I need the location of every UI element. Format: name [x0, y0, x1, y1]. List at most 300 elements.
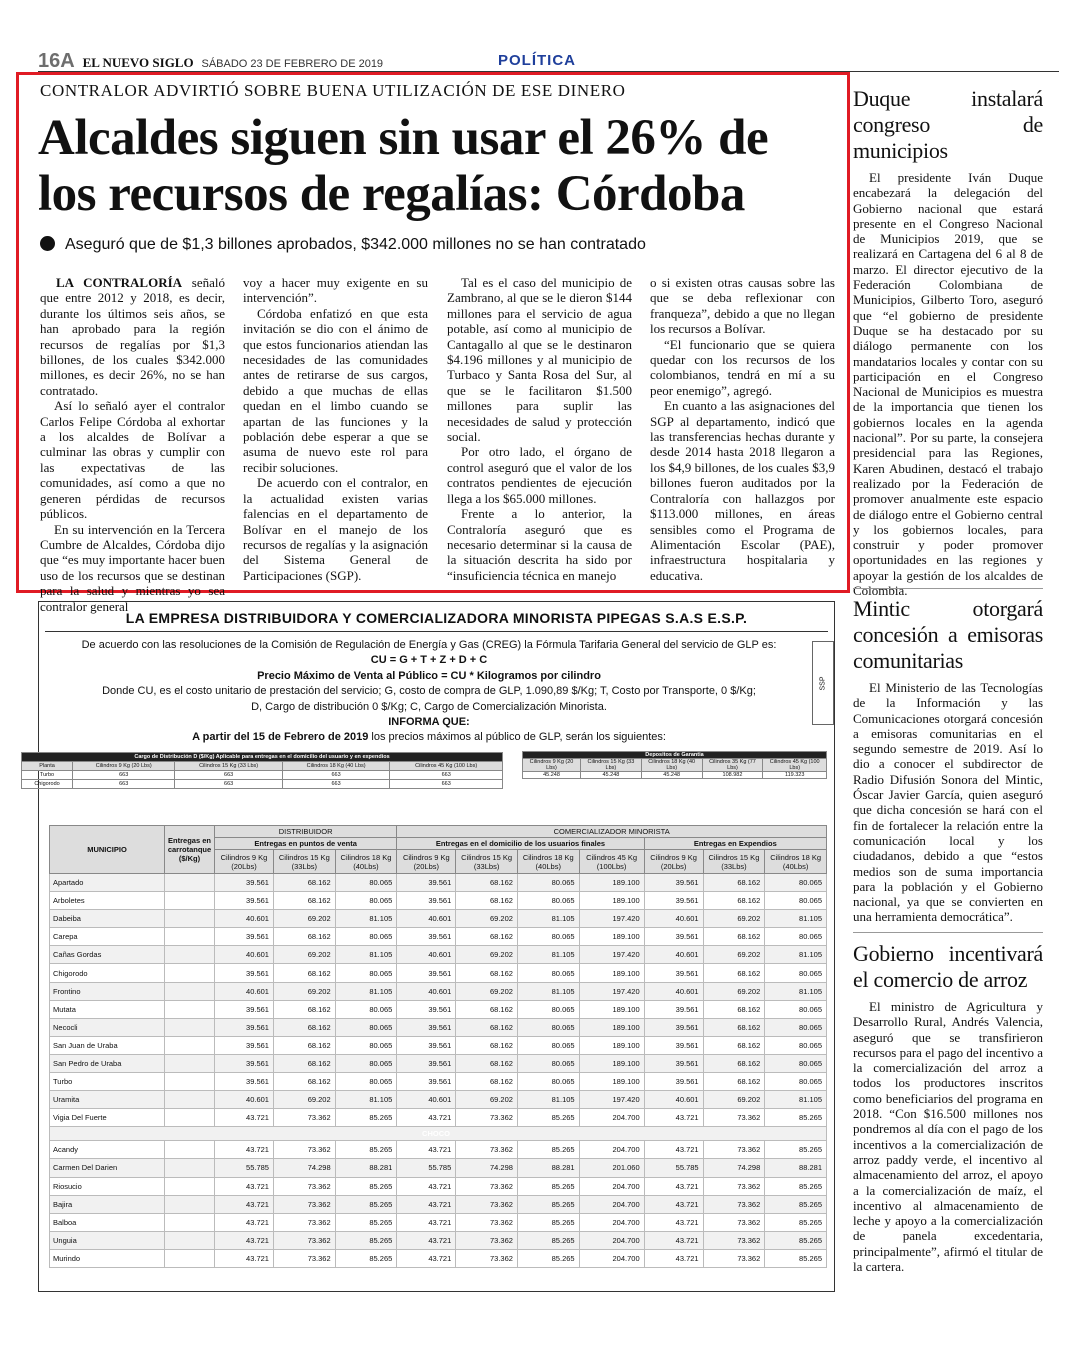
price-cell: 68.162	[456, 1000, 518, 1018]
table-row	[50, 874, 827, 892]
carrotanque-cell	[165, 1018, 215, 1036]
price-cell: 39.561	[215, 874, 274, 892]
region-label: CHOCO	[50, 1127, 827, 1141]
carrotanque-cell	[165, 1109, 215, 1127]
carrotanque-cell	[165, 1054, 215, 1072]
col-header: Cilindros 18 Kg (40Lbs)	[517, 850, 579, 874]
price-cell: 73.362	[703, 1195, 765, 1213]
price-cell: 39.561	[644, 1073, 703, 1091]
carrotanque-cell	[165, 1000, 215, 1018]
municipio-header: MUNICIPIO	[50, 826, 165, 874]
price-cell: 39.561	[397, 964, 456, 982]
price-cell: 85.265	[765, 1231, 827, 1249]
price-cell: 43.721	[397, 1231, 456, 1249]
price-cell: 68.162	[456, 1018, 518, 1036]
brief-title: Duque instalará congreso de municipios	[853, 86, 1043, 163]
municipio-name: Mutata	[50, 1000, 165, 1018]
paragraph: Frente a lo anterior, la Contraloría aseguró que es necesario determinar si la causa de la situación descrita ha sido por “insuficiencia técnica en manejo	[447, 506, 632, 583]
price-cell: 80.065	[335, 1018, 397, 1036]
price-cell: 81.105	[517, 982, 579, 1000]
paragraph: “El funcionario que se quiera quedar con los recursos de los colombianos, tendrá en mí a su peor enemigo”, agregó.	[650, 336, 835, 398]
table-row	[50, 1177, 827, 1195]
price-cell: 68.162	[273, 874, 335, 892]
article-lead: LA CONTRALORÍA	[56, 275, 183, 290]
paragraph: Córdoba enfatizó en que esta invitación se dio con el ánimo de que estos funcionarios atiendan las necesidades de las comunidades antes de retirarse de sus cargos, debido a que muchas de ellas quedan en el limbo cuando se apartan de las funciones y la población debe esperar a que se asuma de nuevo este rol para recibir soluciones.	[243, 305, 428, 475]
table-row: 45.248 45.248 45.248 108.982 119.323	[523, 772, 827, 779]
price-cell: 43.721	[397, 1195, 456, 1213]
municipio-name: Apartado	[50, 874, 165, 892]
col-header: Cilindros 45 Kg (100Lbs)	[579, 850, 644, 874]
price-cell: 73.362	[703, 1141, 765, 1159]
price-cell: 40.601	[644, 1091, 703, 1109]
price-cell: 43.721	[215, 1249, 274, 1267]
price-cell: 80.065	[335, 964, 397, 982]
notice-formula: CU = G + T + Z + D + C	[370, 654, 488, 667]
price-cell: 80.065	[335, 1036, 397, 1054]
col-header: Cilindros 15 Kg (33Lbs)	[456, 850, 518, 874]
price-cell: 39.561	[215, 928, 274, 946]
carrotanque-cell	[165, 1231, 215, 1249]
price-cell: 73.362	[703, 1109, 765, 1127]
brief-mintic	[853, 596, 1043, 925]
col-header: Cilindros 45 Kg (100 Lbs)	[390, 762, 503, 771]
table-title: Cargo de Distribución D ($/Kg) Aplicable para entregas en el domicilio del usuario y en expendios	[22, 753, 503, 762]
price-cell: 68.162	[703, 928, 765, 946]
price-cell: 43.721	[644, 1213, 703, 1231]
price-cell: 39.561	[644, 1018, 703, 1036]
carrotanque-cell	[165, 928, 215, 946]
article-subhead	[40, 236, 646, 254]
price-cell: 80.065	[517, 1036, 579, 1054]
table-row	[50, 964, 827, 982]
price-cell: 69.202	[456, 946, 518, 964]
price-cell: 68.162	[456, 1073, 518, 1091]
price-cell: 189.100	[579, 928, 644, 946]
carrotanque-cell	[165, 1091, 215, 1109]
col-header: Planta	[22, 762, 73, 771]
price-cell: 189.100	[579, 874, 644, 892]
price-cell: 69.202	[273, 910, 335, 928]
table-row	[50, 1000, 827, 1018]
price-cell: 73.362	[273, 1249, 335, 1267]
carrotanque-cell	[165, 1159, 215, 1177]
notice-price-formula: Precio Máximo de Venta al Público = CU * Kilogramos por cilindro	[257, 669, 601, 682]
brief-body: El ministro de Agricultura y Desarrollo Rural, Andrés Valencia, aseguró que se transfirieron recursos para el pago del incentivo a la comercialización del arroz a todos los productores inscritos como beneficiarios del programa en 2018. “Con $16.500 millones nos pondremos al día con el pago de los incentivos a la comercialización de arroz paddy verde, el incentivo al almacenamiento del arroz, el apoyo a la comercialización de maíz, el incentivo al almacenamiento de leche y apoyo a la comercialización de panela excedentaria, principalmente”, afirmó el titular de la cartera.	[853, 999, 1043, 1275]
price-cell: 80.065	[335, 874, 397, 892]
price-cell: 68.162	[703, 1000, 765, 1018]
price-cell: 73.362	[273, 1195, 335, 1213]
col-header: Cilindros 18 Kg (40 Lbs)	[641, 759, 702, 772]
col-header: Cilindros 9 Kg (20 Lbs)	[523, 759, 581, 772]
price-cell: 73.362	[703, 1213, 765, 1231]
price-cell: 43.721	[215, 1231, 274, 1249]
col-header: Cilindros 9 Kg (20Lbs)	[644, 850, 703, 874]
price-cell: 43.721	[644, 1231, 703, 1249]
price-cell: 68.162	[703, 964, 765, 982]
price-cell: 80.065	[765, 874, 827, 892]
notice-line: D, Cargo de distribución 0 $/Kg; C, Cargo de Comercialización Minorista.	[251, 700, 607, 713]
ssp-stamp: SSP	[812, 641, 834, 725]
table-row	[50, 1213, 827, 1231]
municipio-name: Uramita	[50, 1091, 165, 1109]
price-cell: 40.601	[215, 946, 274, 964]
municipio-name: Dabeiba	[50, 910, 165, 928]
table-row	[50, 910, 827, 928]
municipio-name: Frontino	[50, 982, 165, 1000]
price-cell: 68.162	[703, 1054, 765, 1072]
price-cell: 39.561	[397, 1018, 456, 1036]
table-row	[50, 1036, 827, 1054]
notice-effective: A partir del 15 de Febrero de 2019 los precios máximos al público de GLP, serán los siguientes:	[192, 731, 666, 744]
price-cell: 43.721	[644, 1249, 703, 1267]
price-cell: 204.700	[579, 1109, 644, 1127]
price-cell: 69.202	[273, 1091, 335, 1109]
price-cell: 80.065	[335, 1000, 397, 1018]
municipio-name: Chigorodo	[50, 964, 165, 982]
col-header: Cilindros 9 Kg (20 Lbs)	[73, 762, 175, 771]
col-header: Cilindros 45 Kg (100 Lbs)	[763, 759, 827, 772]
paragraph: voy a hacer muy exigente en su intervención”.	[243, 275, 428, 306]
col-header: Cilindros 15 Kg (33Lbs)	[703, 850, 765, 874]
price-cell: 204.700	[579, 1141, 644, 1159]
table-row	[50, 1141, 827, 1159]
price-cell: 80.065	[335, 892, 397, 910]
price-cell: 68.162	[273, 892, 335, 910]
price-cell: 73.362	[456, 1109, 518, 1127]
notice-line: Donde CU, es el costo unitario de prestación del servicio; G, costo de compra de GLP, 1.090,89 $/Kg; T, Costo por Transporte, 0 $/Kg;	[102, 685, 756, 698]
price-table	[49, 825, 827, 1268]
price-cell: 73.362	[703, 1177, 765, 1195]
price-cell: 39.561	[644, 964, 703, 982]
price-cell: 69.202	[456, 1091, 518, 1109]
price-cell: 80.065	[335, 1054, 397, 1072]
paragraph: Tal es el caso del municipio de Zambrano, al que se le dieron $144 millones para el servicio de agua potable, así como al municipio de Cantagallo al que se le destinaron $4.196 millones y al municipio de Turbaco y Santa Rosa del Sur, al que se le facilitaron $1.500 millones para suplir las necesidades de salud y protección social.	[447, 275, 632, 445]
price-cell: 43.721	[215, 1141, 274, 1159]
price-cell: 74.298	[456, 1159, 518, 1177]
price-cell: 43.721	[397, 1141, 456, 1159]
expendios-header: Entregas en Expendios	[644, 838, 826, 850]
municipio-name: Carepa	[50, 928, 165, 946]
price-cell: 201.060	[579, 1159, 644, 1177]
price-cell: 73.362	[703, 1249, 765, 1267]
price-cell: 68.162	[273, 1073, 335, 1091]
price-cell: 74.298	[703, 1159, 765, 1177]
price-cell: 80.065	[765, 1000, 827, 1018]
region-band	[50, 1127, 827, 1141]
municipio-name: Murindo	[50, 1249, 165, 1267]
price-cell: 81.105	[765, 946, 827, 964]
price-cell: 189.100	[579, 964, 644, 982]
price-cell: 85.265	[765, 1141, 827, 1159]
price-cell: 39.561	[397, 1000, 456, 1018]
price-cell: 80.065	[517, 1073, 579, 1091]
distribuidor-header: DISTRIBUIDOR	[215, 826, 397, 838]
price-cell: 73.362	[273, 1177, 335, 1195]
price-cell: 81.105	[517, 910, 579, 928]
price-cell: 88.281	[765, 1159, 827, 1177]
carrotanque-cell	[165, 1177, 215, 1195]
price-cell: 73.362	[456, 1141, 518, 1159]
price-cell: 39.561	[397, 928, 456, 946]
col-header: Cilindros 9 Kg (20Lbs)	[397, 850, 456, 874]
price-cell: 81.105	[335, 982, 397, 1000]
carrotanque-cell	[165, 1249, 215, 1267]
municipio-name: Arboletes	[50, 892, 165, 910]
table-row: Chigorodo 663 663 663 663	[22, 780, 503, 789]
brief-duque	[853, 86, 1043, 598]
price-cell: 43.721	[644, 1109, 703, 1127]
price-cell: 43.721	[215, 1213, 274, 1231]
municipio-name: Turbo	[50, 1073, 165, 1091]
price-cell: 68.162	[703, 1036, 765, 1054]
brief-body: El Ministerio de las Tecnologías de la Información y las Comunicaciones otorgará concesión a emisoras comunitarias en el segundo semestre de 2019. Así lo dio a conocer el subdirector de Radio Difusión Sonora del Mintic, Óscar Javier García, quien aseguró que dicha concesión se hará con el fin de fortalecer la relación entre la comunicación local y los ciudadanos, debido a que “estos medios son de suma importancia para la población y el Gobierno nacional, ya que se convierten en una herramienta democrática”.	[853, 680, 1043, 925]
price-cell: 39.561	[644, 892, 703, 910]
table-row	[50, 928, 827, 946]
price-cell: 40.601	[397, 946, 456, 964]
price-cell: 85.265	[517, 1177, 579, 1195]
price-cell: 85.265	[335, 1195, 397, 1213]
subhead-text: Aseguró que de $1,3 billones aprobados, $342.000 millones no se han contratado	[65, 236, 646, 253]
price-cell: 68.162	[456, 964, 518, 982]
price-cell: 73.362	[456, 1249, 518, 1267]
price-cell: 197.420	[579, 982, 644, 1000]
price-cell: 80.065	[517, 1018, 579, 1036]
price-cell: 43.721	[397, 1249, 456, 1267]
table-row	[50, 1231, 827, 1249]
price-cell: 40.601	[644, 946, 703, 964]
price-cell: 80.065	[765, 892, 827, 910]
price-cell: 80.065	[335, 1073, 397, 1091]
price-cell: 43.721	[215, 1195, 274, 1213]
price-cell: 189.100	[579, 1054, 644, 1072]
price-cell: 85.265	[335, 1141, 397, 1159]
carrotanque-header: Entregas en carrotanque ($/Kg)	[165, 826, 215, 874]
pipegas-notice	[34, 601, 835, 1292]
price-cell: 73.362	[273, 1109, 335, 1127]
price-cell: 80.065	[765, 964, 827, 982]
price-cell: 39.561	[644, 1036, 703, 1054]
domicilio-header: Entregas en el domicilio de los usuarios finales	[397, 838, 644, 850]
price-cell: 80.065	[765, 1036, 827, 1054]
price-cell: 85.265	[765, 1177, 827, 1195]
price-cell: 55.785	[397, 1159, 456, 1177]
price-cell: 40.601	[397, 910, 456, 928]
price-cell: 40.601	[397, 982, 456, 1000]
price-cell: 80.065	[765, 1018, 827, 1036]
price-cell: 68.162	[456, 874, 518, 892]
price-cell: 68.162	[456, 1054, 518, 1072]
paragraph: Por otro lado, el órgano de control aseguró que el valor de los contratos pendientes de ejecución llega a los $65.000 millones.	[447, 444, 632, 506]
col-header: Cilindros 15 Kg (33 Lbs)	[581, 759, 642, 772]
price-cell: 43.721	[397, 1177, 456, 1195]
table-row	[50, 1249, 827, 1267]
price-cell: 204.700	[579, 1249, 644, 1267]
price-cell: 68.162	[456, 892, 518, 910]
deposit-table	[522, 751, 827, 779]
paragraph: Así lo señaló ayer el contralor Carlos Felipe Córdoba al exhortar a los alcaldes de Bolívar a culminar las obras y cumplir con las expectativas de las comunidades, así como a que no generen pérdidas de recursos públicos.	[40, 398, 225, 522]
paragraph: señaló que entre 2012 y 2018, es decir, durante los últimos seis años, se han aprobado para la región recursos de regalías por $1,3 billones, de los cuales $342.000 millones, es decir 26%, no se han contratado.	[40, 275, 226, 398]
price-cell: 69.202	[273, 982, 335, 1000]
article-headline: Alcaldes siguen sin usar el 26% de los recursos de regalías: Córdoba	[38, 110, 769, 222]
divider	[853, 932, 1043, 933]
price-cell: 43.721	[397, 1109, 456, 1127]
col-header: Cilindros 18 Kg (40 Lbs)	[282, 762, 389, 771]
price-cell: 88.281	[517, 1159, 579, 1177]
price-cell: 68.162	[703, 1073, 765, 1091]
price-cell: 80.065	[335, 928, 397, 946]
carrotanque-cell	[165, 1141, 215, 1159]
page-folio	[38, 50, 383, 73]
price-cell: 85.265	[335, 1249, 397, 1267]
price-cell: 81.105	[335, 1091, 397, 1109]
price-cell: 39.561	[644, 874, 703, 892]
price-cell: 40.601	[215, 982, 274, 1000]
price-cell: 40.601	[644, 910, 703, 928]
page-number: 16A	[38, 50, 75, 72]
puntos-header: Entregas en puntos de venta	[215, 838, 397, 850]
price-cell: 39.561	[215, 1073, 274, 1091]
notice-text	[69, 638, 789, 746]
price-cell: 80.065	[517, 892, 579, 910]
price-cell: 39.561	[397, 1073, 456, 1091]
price-cell: 85.265	[765, 1249, 827, 1267]
carrotanque-cell	[165, 892, 215, 910]
price-cell: 39.561	[397, 874, 456, 892]
municipio-name: Cañas Gordas	[50, 946, 165, 964]
table-row	[50, 1109, 827, 1127]
price-cell: 73.362	[273, 1141, 335, 1159]
notice-informa: INFORMA QUE:	[388, 716, 470, 729]
price-cell: 68.162	[273, 1018, 335, 1036]
price-cell: 43.721	[644, 1141, 703, 1159]
brief-body: El presidente Iván Duque encabezará la delegación del Gobierno nacional que estará presente en el Congreso Nacional de Municipios 2019, que se realizará en Cartagena del 6 al 8 de marzo. El director ejecutivo de la Federación Colombiana de Municipios, Gilberto Toro, aseguró que “el gobierno de presidente Duque se ha destacado por su diálogo permanente con los mandatarios locales y contar con su participación en el Congreso Nacional de Municipios es muestra de la importancia que tienen los gobiernos locales en la agenda nacional”. Por su parte, la consejera presidencial para las Regiones, Karen Abudinen, destacó el trabajo realizado por la Federación de promover anualmente este espacio de diálogo entre el Gobierno central y los gobiernos locales, para construir y poder promover oportunidades en las regiones y apoyar la gestión de los alcaldes de Colombia.	[853, 170, 1043, 599]
divider	[853, 588, 1043, 589]
comercializador-header: COMERCIALIZADOR MINORISTA	[397, 826, 827, 838]
price-cell: 68.162	[703, 1018, 765, 1036]
price-cell: 40.601	[215, 910, 274, 928]
table-row	[50, 1159, 827, 1177]
price-cell: 68.162	[273, 928, 335, 946]
table-row	[50, 982, 827, 1000]
price-cell: 85.265	[765, 1109, 827, 1127]
price-cell: 43.721	[644, 1195, 703, 1213]
price-cell: 81.105	[517, 1091, 579, 1109]
price-cell: 55.785	[644, 1159, 703, 1177]
price-cell: 69.202	[703, 910, 765, 928]
carrotanque-cell	[165, 1036, 215, 1054]
price-cell: 68.162	[273, 964, 335, 982]
carrotanque-cell	[165, 1195, 215, 1213]
price-cell: 43.721	[215, 1177, 274, 1195]
carrotanque-cell	[165, 1073, 215, 1091]
brief-title: Gobierno incentivará el comercio de arroz	[853, 941, 1043, 992]
col-header: Cilindros 15 Kg (33Lbs)	[273, 850, 335, 874]
price-cell: 81.105	[765, 910, 827, 928]
price-cell: 39.561	[215, 1054, 274, 1072]
brief-arroz	[853, 941, 1043, 1274]
price-cell: 39.561	[215, 1000, 274, 1018]
carrotanque-cell	[165, 874, 215, 892]
col-header: Cilindros 15 Kg (33 Lbs)	[175, 762, 282, 771]
price-cell: 85.265	[517, 1141, 579, 1159]
price-cell: 69.202	[456, 910, 518, 928]
price-cell: 40.601	[215, 1091, 274, 1109]
divider	[45, 631, 828, 632]
price-cell: 80.065	[517, 874, 579, 892]
article-column-3	[447, 275, 632, 583]
municipio-name: Necocli	[50, 1018, 165, 1036]
price-cell: 85.265	[765, 1213, 827, 1231]
price-cell: 85.265	[335, 1177, 397, 1195]
price-cell: 69.202	[456, 982, 518, 1000]
carrotanque-cell	[165, 910, 215, 928]
price-cell: 189.100	[579, 892, 644, 910]
table-row	[50, 1073, 827, 1091]
paragraph: En su intervención en la Tercera Cumbre de Alcaldes, Córdoba dijo que “es muy importante hacer buen uso de los recursos que se destinan para la salud y mientras yo sea contralor general	[40, 521, 225, 614]
price-cell: 88.281	[335, 1159, 397, 1177]
paragraph: o si existen otras causas sobre las que se deba reflexionar con franqueza”, debido a que no llegan los recursos a Bolívar.	[650, 275, 835, 337]
price-cell: 204.700	[579, 1177, 644, 1195]
price-cell: 40.601	[397, 1091, 456, 1109]
article-kicker: CONTRALOR ADVIRTIÓ SOBRE BUENA UTILIZACIÓN DE ESE DINERO	[40, 81, 626, 100]
notice-title: LA EMPRESA DISTRIBUIDORA Y COMERCIALIZADORA MINORISTA PIPEGAS S.A.S E.S.P.	[125, 610, 748, 626]
price-cell: 189.100	[579, 1073, 644, 1091]
price-cell: 69.202	[703, 982, 765, 1000]
price-cell: 69.202	[703, 1091, 765, 1109]
distribution-charge-table	[21, 752, 503, 789]
municipio-name: Carmen Del Darien	[50, 1159, 165, 1177]
price-cell: 73.362	[273, 1231, 335, 1249]
price-cell: 39.561	[215, 1036, 274, 1054]
price-cell: 85.265	[517, 1249, 579, 1267]
price-cell: 80.065	[517, 964, 579, 982]
price-cell: 80.065	[765, 1073, 827, 1091]
price-cell: 43.721	[644, 1177, 703, 1195]
municipio-name: Riosucio	[50, 1177, 165, 1195]
section-label: POLÍTICA	[498, 52, 576, 69]
price-cell: 55.785	[215, 1159, 274, 1177]
carrotanque-cell	[165, 1213, 215, 1231]
price-cell: 80.065	[517, 1000, 579, 1018]
price-cell: 81.105	[765, 982, 827, 1000]
price-cell: 81.105	[335, 946, 397, 964]
bullet-icon	[40, 236, 55, 251]
price-cell: 197.420	[579, 1091, 644, 1109]
price-cell: 73.362	[456, 1195, 518, 1213]
price-cell: 40.601	[644, 982, 703, 1000]
price-cell: 189.100	[579, 1018, 644, 1036]
carrotanque-cell	[165, 964, 215, 982]
price-cell: 43.721	[397, 1213, 456, 1231]
table-row	[50, 1195, 827, 1213]
price-cell: 68.162	[273, 1000, 335, 1018]
table-row	[50, 1018, 827, 1036]
price-cell: 204.700	[579, 1231, 644, 1249]
article-column-4	[650, 275, 835, 583]
issue-date: SÁBADO 23 DE FEBRERO DE 2019	[201, 58, 384, 70]
notice-line: De acuerdo con las resoluciones de la Comisión de Regulación de Energía y Gas (CREG) la Fórmula Tarifaria General del servicio de GLP es:	[81, 639, 777, 651]
table-row	[50, 946, 827, 964]
col-header: Cilindros 18 Kg (40Lbs)	[765, 850, 827, 874]
price-cell: 189.100	[579, 1036, 644, 1054]
price-cell: 204.700	[579, 1213, 644, 1231]
price-cell: 68.162	[703, 892, 765, 910]
article-column-1	[40, 275, 225, 614]
price-cell: 69.202	[273, 946, 335, 964]
price-cell: 81.105	[517, 946, 579, 964]
price-cell: 85.265	[517, 1213, 579, 1231]
carrotanque-cell	[165, 982, 215, 1000]
